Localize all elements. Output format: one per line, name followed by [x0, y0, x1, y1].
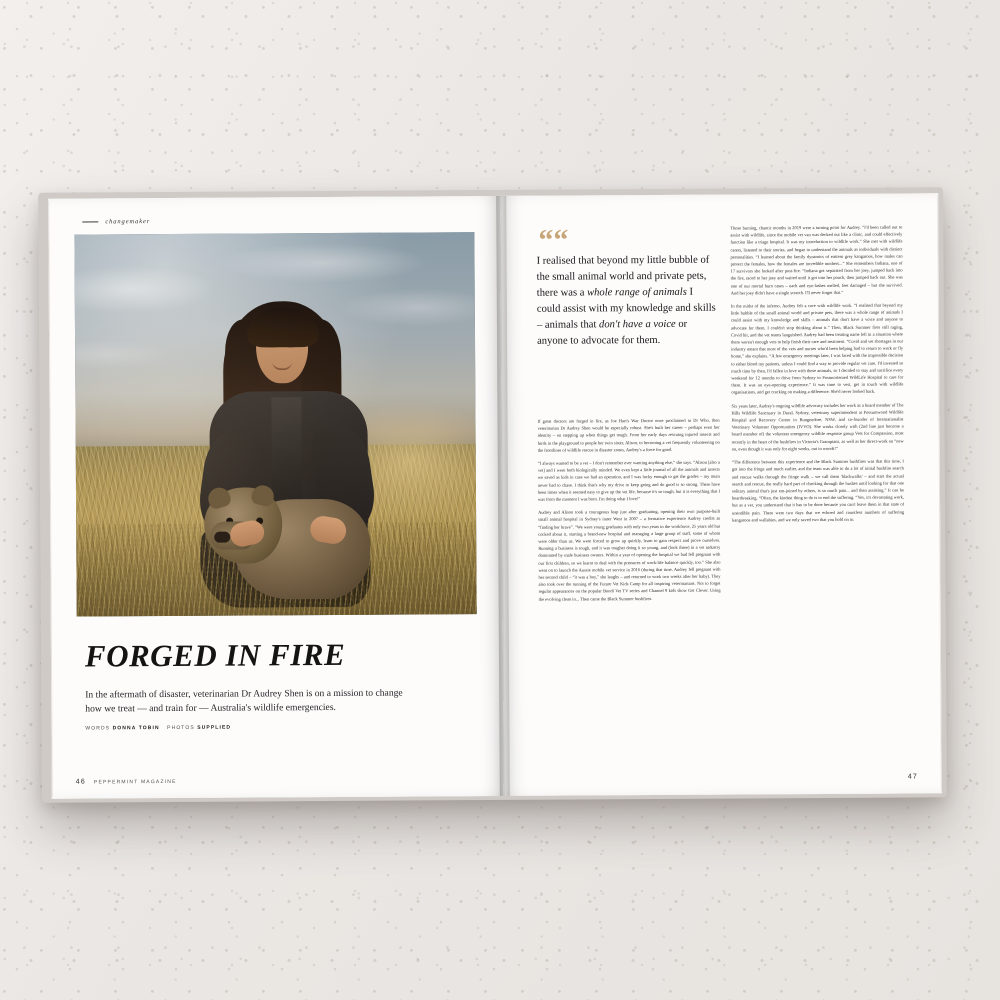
running-head-label: changemaker — [105, 218, 151, 226]
byline-photos-label: PHOTOS — [167, 724, 195, 732]
hero-photo — [74, 232, 476, 616]
body-paragraph: Six years later, Audrey's ongoing wildlife advocacy includes her work as a board member of The Hills Wildlife Sanctuary in Dural, Sydney, veterinary superintendent at Possumwood Wildlife Hospital and Recovery Centre in Bungendore, NSW, and co-founder of Internationalist Veterinary Volunteer Opportunities (IVVO). She works closely with (2nd line just become a board member of) the volunteer emergency wildlife response group Vets for Compassion, most recently in the heart of the bushfires in Victoria's Grampians, as well as her direct-work on “new on, even though it was only for eight weeks, out in woods!” — [731, 402, 904, 452]
body-column-two — [730, 224, 905, 747]
wombat-ear-right — [250, 483, 276, 508]
folio-left — [76, 778, 177, 786]
wombat-nose — [214, 532, 230, 543]
byline-words-value: DONNA TOBIN — [112, 725, 160, 732]
standfirst-text: In the aftermath of disaster, veterinarian Dr Audrey Shen is on a mission to change how we treat — and train for — Australia's wildlife emergencies. — [85, 687, 403, 715]
body-paragraph: Audrey and Alison took a courageous leap just after graduating, opening their own purpose-built small animal hospital in Sydney's inner West in 2007 – a formative experience Audrey credits as “finding her brave”. “We were young graduates with only two years in the workforce, 25 years old but cocked about it, starting a brand-new hospital and managing a large group of staff, some of whom were older than us. We were forced to grow up quickly, learn to gain respect and prove ourselves. Running a business is tough, and it was tougher doing it so young, and (look there) in a vet industry dominated by male business owners. Within a year of opening the hospital we had fell pregnant with our first children, so we learnt to deal with the pressures of work-life balance quickly, too.” She also went on to launch the Aussie mobile vet service in 2016 (during that time, Audrey fell pregnant with her second child – “it was a boy,” she laughs – and returned to work two weeks after her baby). They also took over the running of the Future Vet Kids Camp for all inspiring veterinarians. Not to forget regular appearances on the popular Bondi Vet TV series and Channel 9 kids show Get Clever. Using the evolving clean in... Then came the Black Summer bushfires. — [538, 508, 721, 602]
running-head-rule — [82, 221, 98, 222]
body-paragraph: “The difference between this experience and the Black Summer bushfires was that this time, I got into the fringe and much earlier, and the team was able to do a lot of initial bushfire search and rescue walks through the fringe walk – we call them 'blackwalks' – and start the actual search and rescue, the really hard part of checking through the bushes until looking for that one solitary animal that's just em-joined by others, is so much pain... and then assisting.” It can be heartbreaking. “Often, the kindest thing to do is to end the suffering. “Yes, it's devastating work, but as a vet, you understand that it has to be done because you can't leave them in that state of unendible pain. There were two days that we echoed and countless numbers of suffering kangaroos and wallabies, and we only saved two that you hold on to. — [731, 458, 905, 523]
pull-quote-part-1: I realised that beyond my little bubble of the small animal world and private pets, there was a — [536, 254, 710, 299]
folio-left-text: PEPPERMINT MAGAZINE — [93, 778, 177, 786]
pull-quote-italic-1: whole range of animals — [587, 287, 687, 299]
pull-quote-part-3: or anyone to advocate for them. — [537, 319, 688, 348]
body-paragraph: If great doctors are forged in fire, as Joe Hart's War Doctor once proclaimed in Dr Who, then veterinarian Dr Audrey Shen would be especially robust. She's built her career – perhaps even her identity – on stepping up when things get tough. From her early days rescuing injured insects and birds in the playground to people her twin sister, Alison, to becoming a vet frequently volunteering on the frontlines of wildlife rescue in disaster zones, Audrey's a force for good. — [537, 417, 720, 453]
photo-subject-wombat — [204, 481, 373, 604]
body-paragraph: “I always wanted to be a vet – I don't remember ever wanting anything else,” she says. “Alison [also a vet] and I were both biologically minded. We even kept a little journal of all the animals and insects we saved as kids in case we had an operation, and I was lucky enough to get the grades – my mum never had to chase. I think that's why my drive to keep going and do good is so strong. There have been times when it seemed easy to give up the vet life, because it's so tough, but it is everything that I was from the moment I was born. I'm doing what I love!” — [537, 459, 720, 502]
left-page — [48, 196, 504, 799]
headline: FORGED IN FIRE — [84, 636, 346, 674]
running-head — [82, 218, 150, 225]
standfirst — [85, 687, 403, 717]
folio-right-number: 47 — [907, 773, 918, 781]
right-page — [500, 193, 942, 796]
byline-photos-value: SUPPLIED — [197, 724, 232, 731]
byline-words-label: WORDS — [85, 725, 111, 732]
body-paragraph: Those burning, chaotic months in 2019 were a turning point for Audrey. “I'd been called out to assist with wildlife, since the mobile vet van was decked out like a clinic, and could effectively function like a triage hospital. It was my introduction to wildlife work.” She met with wildlife carers, listened to their stories, and began to understand the animals as individuals with distinct personalities. “I learned about the family dynamics of eastern grey kangaroos, how males can protect the females, how the females are incredible mothers...” She remembers Indiana, one of 17 survivors she looked after post-fire. “Indiana got separated from her joey, jumped back into the fire, raced to her joey and waited until it got into her pouch, then jumped back out. She was one of our mortal burn cases – each and eye-lashes melted, feet damaged – but she survived. And her joey didn't have a single scratch. I'll never forget that.” — [730, 224, 903, 296]
body-column-one — [538, 417, 722, 748]
magazine-spread — [48, 193, 942, 798]
quote-mark-icon: ““ — [538, 223, 569, 257]
pull-quote-part-2: I could assist with my knowledge and skills – animals that — [536, 286, 716, 332]
folio-left-number: 46 — [75, 778, 86, 786]
wombat-ear-left — [206, 485, 233, 510]
pull-quote — [537, 253, 720, 351]
body-paragraph: In the midst of the inferno, Audrey felt a core with wildlife work. “I realised that beyond my little bubble of the small animal world and private pets, there was a whole range of animals I could assist with my knowledge and skills – animals that don't have a voice and anyone to advocate for them. I couldn't stop thinking about it.” Then, Black Summer fires still raging, Covid hit, and the vet teams languished. Audrey had been treating name left in a situation where there weren't enough vets to help finish their care and treatment. “Covid and vet shortages in our industry meant that most of the vets and nurses who'd been helping had to return to work or fly home,” she explains. “A few emergency meetings later, I was faced with the impossible decision to either blood my patients, unless I could find a way to provide regular vet care. I'd invested so much time by then, I'd fallen in love with these animals, so I decided to stay and sacrifice every weekend for 12 months to drive from Sydney to Postmortemed WildLife Hospital to care for them. It was an eye-opening experience.” It was time to vest, get in touch with wildlife organisations, and get cracking on making a difference. She'd never looked back. — [730, 302, 904, 396]
byline — [85, 725, 231, 732]
pull-quote-italic-2: don't have a voice — [599, 319, 676, 331]
